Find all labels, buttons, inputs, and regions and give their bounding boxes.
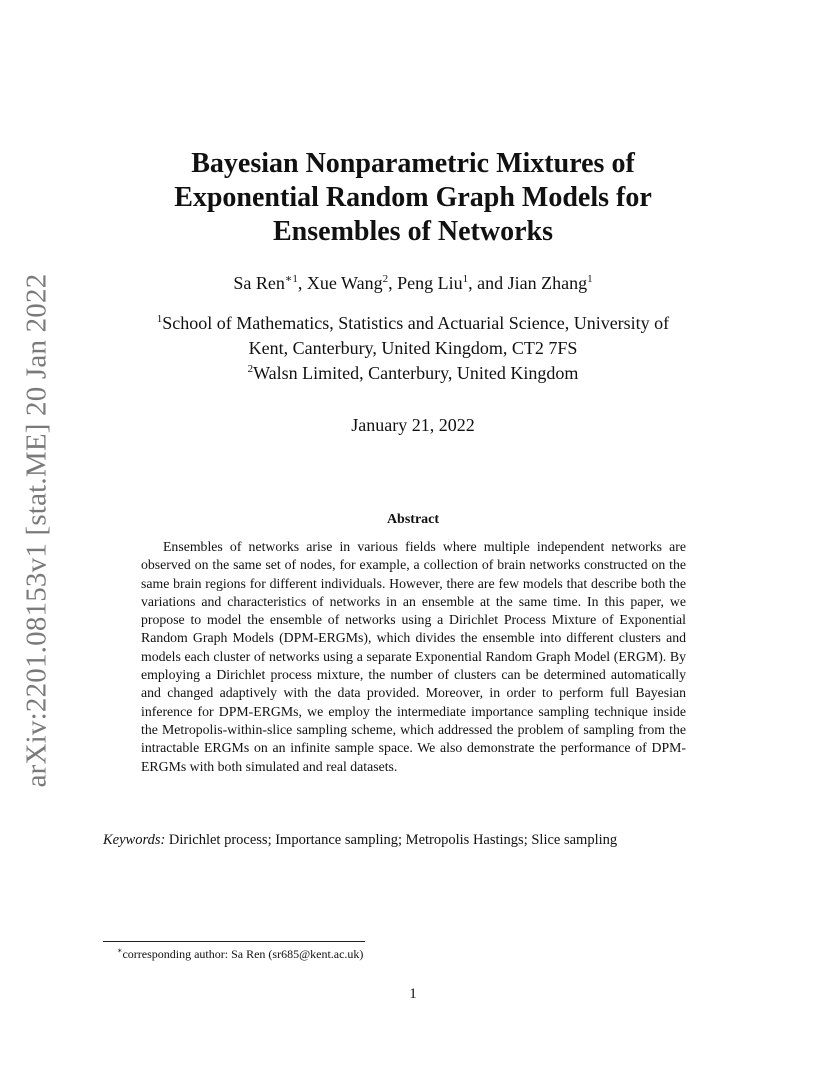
- keywords-text: Dirichlet process; Importance sampling; Metropolis Hastings; Slice sampling: [168, 832, 618, 848]
- author-name: Peng Liu: [397, 273, 463, 293]
- author-affiliation-mark: 1: [462, 273, 469, 285]
- author-name: Xue Wang: [306, 273, 383, 293]
- author-name: Jian Zhang: [507, 273, 588, 293]
- footnote-rule: [103, 941, 365, 942]
- arxiv-side-stamp: [16, 273, 58, 787]
- affiliation-2-text: Walsn Limited, Canterbury, United Kingdom: [253, 363, 579, 383]
- author-separator: ,: [388, 273, 398, 293]
- abstract-heading: Abstract: [386, 512, 440, 527]
- author-affiliation-mark: 2: [382, 273, 389, 285]
- footnote-mark: ∗: [117, 946, 123, 955]
- page-number: 1: [409, 986, 417, 1002]
- keywords: [103, 830, 743, 850]
- paper-title: [100, 147, 726, 249]
- affiliation-2: [100, 361, 726, 386]
- footnote-text: corresponding author: Sa Ren (sr685@kent.ac.uk): [122, 947, 364, 961]
- arxiv-identifier: arXiv:2201.08153v1 [stat.ME] 20 Jan 2022: [20, 273, 53, 787]
- abstract-body: Ensembles of networks arise in various fields where multiple independent networks are observed on the same set of nodes, for example, a collection of brain networks constructed on the same brain regions for different individuals. However, there are few models that describe both the variations and characteristics of networks in an ensemble at the same time. In this paper, we propose to model the ensemble of networks using a Dirichlet Process Mixture of Exponential Random Graph Models (DPM-ERGMs), which divides the ensemble into different clusters and models each cluster of networks using a separate Exponential Random Graph Model (ERGM). By employing a Dirichlet process mixture, the number of clusters can be determined automatically and changed adaptively with the data provided. Moreover, in order to perform full Bayesian inference for DPM-ERGMs, we employ the intermediate importance sampling technique inside the Metropolis-within-slice sampling scheme, which addressed the problem of sampling from the intractable ERGMs on an infinite sample space. We also demonstrate the performance of DPM-ERGMs with both simulated and real datasets.: [141, 539, 686, 774]
- affiliation-1-line-1: School of Mathematics, Statistics and Actuarial Science, University of: [162, 313, 670, 333]
- affiliation-1-continued: Kent, Canterbury, United Kingdom, CT2 7FS: [248, 338, 578, 358]
- publication-date: January 21, 2022: [351, 415, 475, 435]
- author-affiliation-mark: ∗1: [284, 273, 298, 285]
- author-affiliation-mark: 1: [587, 273, 593, 285]
- author-separator: , and: [468, 273, 508, 293]
- author-separator: ,: [297, 273, 307, 293]
- affiliation-1-mark: 1: [156, 313, 163, 325]
- title-line-2: Exponential Random Graph Models for: [174, 182, 652, 213]
- keywords-label: Keywords:: [103, 832, 166, 848]
- affiliations: [100, 311, 726, 386]
- title-line-1: Bayesian Nonparametric Mixtures of: [191, 148, 635, 179]
- author-name: Sa Ren: [233, 273, 285, 293]
- footnote: [117, 946, 717, 962]
- affiliation-2-mark: 2: [247, 363, 254, 375]
- author-list: [100, 270, 726, 296]
- title-line-3: Ensembles of Networks: [273, 216, 553, 247]
- affiliation-1: [100, 311, 726, 336]
